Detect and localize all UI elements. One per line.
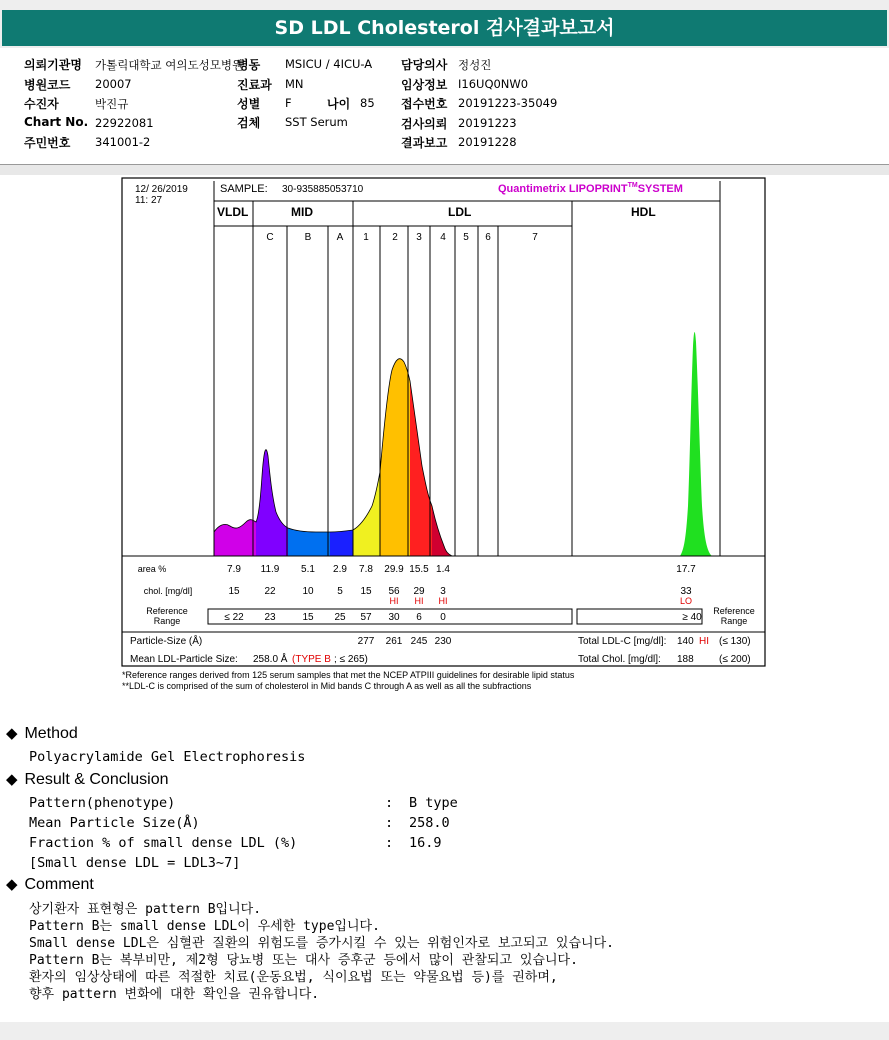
ps-value: 261	[385, 636, 403, 647]
ps-value: 277	[357, 636, 375, 647]
ref-label-left: Reference	[146, 606, 188, 616]
total-chol-value: 188	[677, 654, 694, 665]
chol-value: 29	[413, 586, 425, 597]
chol-flag: HI	[438, 596, 448, 606]
mean-label: Mean LDL-Particle Size:	[130, 654, 238, 665]
patient-label: 검체	[237, 116, 261, 130]
patient-label: 병원코드	[24, 78, 71, 92]
method-heading: ◆ Method	[6, 725, 78, 742]
patient-label: 주민번호	[24, 136, 71, 150]
patient-value: 22922081	[95, 116, 154, 130]
comment-line: Pattern B는 복부비만, 제2형 당뇨병 또는 대사 증후군 등에서 많이 관찰되고 있습니다.	[29, 953, 578, 968]
comment-line: 환자의 임상상태에 따른 적절한 치료(운동요법, 식이요법 또는 약물요법 등)를 권하며,	[29, 970, 558, 985]
ps-value: 245	[410, 636, 428, 647]
report-header	[0, 0, 889, 48]
chol-value: 15	[360, 586, 372, 597]
area-value: 17.7	[676, 564, 696, 575]
sample-label: SAMPLE:	[220, 183, 268, 195]
result-sep: :	[385, 795, 394, 811]
patient-value: F	[285, 96, 292, 110]
patient-label: 수진자	[24, 97, 59, 111]
result-sep: :	[385, 815, 394, 831]
comment-line: 상기환자 표현형은 pattern B입니다.	[29, 902, 262, 917]
chol-value: 10	[302, 586, 314, 597]
ref-value: ≤ 22	[224, 612, 244, 623]
hdl-ref-value: ≥ 40	[682, 612, 702, 623]
patient-value: 박진규	[95, 97, 129, 111]
group-hdl: HDL	[631, 205, 656, 219]
small-dense-note: [Small dense LDL = LDL3~7]	[29, 855, 241, 871]
band-label: 6	[485, 232, 491, 243]
chol-value: 3	[440, 586, 446, 597]
comment-line: 향후 pattern 변화에 대한 확인을 권유합니다.	[29, 987, 320, 1002]
patient-label: 의뢰기관명	[24, 58, 82, 72]
diamond-icon: ◆	[6, 771, 18, 788]
ref-label-left: Range	[153, 616, 181, 626]
group-mid: MID	[291, 205, 313, 219]
chol-flag: LO	[679, 596, 693, 606]
band-label: 3	[416, 232, 422, 243]
comment-line: Pattern B는 small dense LDL이 우세한 type입니다.	[29, 919, 380, 934]
result-label: Pattern(phenotype)	[29, 795, 176, 811]
total-chol-label: Total Chol. [mg/dl]:	[578, 654, 661, 665]
group-ldl: LDL	[448, 205, 472, 219]
total-ldl-flag: HI	[699, 636, 709, 647]
diamond-icon: ◆	[6, 876, 18, 893]
diamond-icon: ◆	[6, 725, 18, 742]
patient-info	[0, 48, 889, 165]
band-label: 4	[440, 232, 446, 243]
chol-value: 5	[337, 586, 343, 597]
patient-label: 진료과	[237, 78, 272, 92]
chol-value: 15	[228, 586, 240, 597]
area-value: 7.8	[359, 564, 373, 575]
area-value: 2.9	[333, 564, 347, 575]
brand-name: Quantimetrix LIPOPRINT™SYSTEM	[498, 182, 683, 195]
total-ldl-label: Total LDL-C [mg/dl]:	[578, 636, 667, 647]
chol-value: 56	[388, 586, 400, 597]
ps-value: 230	[434, 636, 452, 647]
band-label: A	[336, 232, 344, 243]
ref-value: 6	[416, 612, 422, 623]
report-section	[0, 712, 889, 1022]
area-value: 7.9	[227, 564, 241, 575]
ref-value: 25	[334, 612, 346, 623]
patient-value: MSICU / 4ICU-A	[285, 57, 373, 71]
patient-value: 정성진	[458, 58, 492, 72]
patient-value: 20191228	[458, 135, 517, 149]
total-chol-ref: (≤ 200)	[719, 654, 751, 665]
figure-time: 11: 27	[135, 195, 163, 206]
mean-value: 258.0 Å	[253, 654, 288, 665]
band-label: 1	[363, 232, 369, 243]
patient-value: SST Serum	[285, 115, 348, 129]
peak-mid-a	[330, 530, 353, 556]
patient-label: 나이	[327, 97, 351, 111]
report-title: SD LDL Cholesterol 검사결과보고서	[2, 10, 887, 46]
group-vldl: VLDL	[217, 205, 249, 219]
method-text: Polyacrylamide Gel Electrophoresis	[29, 749, 306, 765]
ref-value: 30	[388, 612, 400, 623]
band-label: 7	[532, 232, 538, 243]
patient-label: 병동	[237, 58, 261, 72]
patient-value: MN	[285, 77, 304, 91]
comment-heading: ◆ Comment	[6, 876, 94, 893]
ref-value: 0	[440, 612, 446, 623]
result-heading: ◆ Result & Conclusion	[6, 771, 169, 788]
patient-label: 성별	[237, 97, 261, 111]
result-value: B type	[409, 795, 458, 811]
figure-date: 12/ 26/2019	[135, 184, 188, 195]
result-value: 258.0	[409, 815, 450, 831]
ps-label: Particle-Size (Å)	[130, 636, 203, 647]
area-label: area %	[137, 564, 167, 574]
chol-value: 22	[264, 586, 276, 597]
comment-line: Small dense LDL은 심혈관 질환의 위험도를 증가시킬 수 있는 위험인자로 보고되고 있습니다.	[29, 936, 614, 951]
patient-value: I16UQ0NW0	[458, 77, 529, 91]
result-label: Mean Particle Size(Å)	[29, 815, 200, 831]
area-value: 5.1	[301, 564, 315, 575]
ref-label-right: Reference	[713, 606, 755, 616]
chol-flag: HI	[389, 596, 399, 606]
patient-label: 접수번호	[401, 97, 448, 111]
patient-value: 20191223-35049	[458, 96, 558, 110]
area-value: 11.9	[260, 564, 280, 575]
footnote: **LDL-C is comprised of the sum of cholesterol in Mid bands C through A as well as all the subfractions	[122, 681, 532, 691]
result-value: 16.9	[409, 835, 442, 851]
total-ldl-value: 140	[677, 636, 694, 647]
area-value: 29.9	[384, 564, 404, 575]
patient-label: 담당의사	[401, 58, 448, 72]
ref-value: 23	[264, 612, 276, 623]
area-value: 15.5	[409, 564, 429, 575]
ref-label-right: Range	[720, 616, 748, 626]
patient-value: 341001-2	[95, 135, 151, 149]
result-sep: :	[385, 835, 394, 851]
patient-value: 85	[360, 96, 375, 110]
total-ldl-ref: (≤ 130)	[719, 636, 751, 647]
lipoprint-figure	[0, 176, 889, 706]
chol-flag: HI	[414, 596, 424, 606]
result-label: Fraction % of small dense LDL (%)	[29, 835, 298, 851]
band-label: B	[304, 232, 312, 243]
chol-label: chol. [mg/dl]	[143, 586, 193, 596]
band-label: 2	[392, 232, 398, 243]
footnote: *Reference ranges derived from 125 serum samples that met the NCEP ATPIII guidelines for desirable lipid status	[122, 670, 575, 680]
chol-value: 33	[680, 586, 692, 597]
sample-id: 30-935885053710	[282, 184, 364, 195]
page-footer	[0, 1022, 889, 1040]
band-label: 5	[463, 232, 469, 243]
lipoprint-svg	[0, 176, 889, 706]
patient-value: 20191223	[458, 116, 517, 130]
patient-value: 가톨릭대학교 여의도성모병원	[95, 58, 244, 72]
mean-ref: ; ≤ 265)	[334, 654, 368, 665]
mean-type: (TYPE B	[292, 654, 331, 665]
patient-label: 임상정보	[401, 78, 448, 92]
ref-value: 15	[302, 612, 314, 623]
section-divider	[0, 165, 889, 175]
patient-label: 결과보고	[401, 136, 448, 150]
area-value: 1.4	[436, 564, 450, 575]
patient-value: 20007	[95, 77, 132, 91]
patient-label: 검사의뢰	[401, 117, 448, 131]
ref-value: 57	[360, 612, 372, 623]
band-label: C	[266, 232, 274, 243]
patient-label: Chart No.	[24, 115, 89, 129]
